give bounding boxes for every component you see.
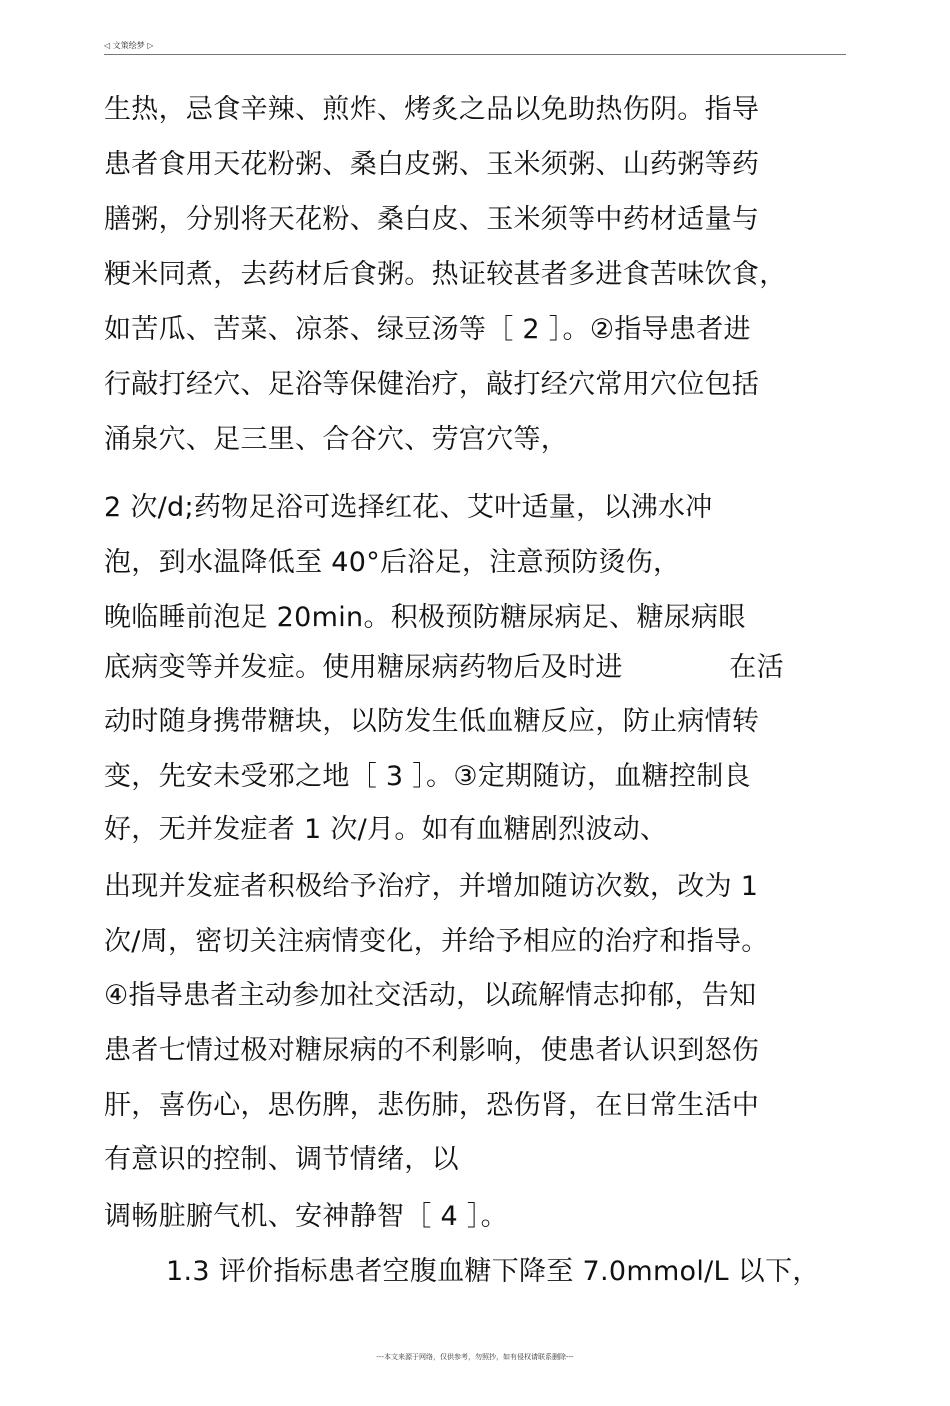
text-line: 患者食用天花粉粥、桑白皮粥、玉米须粥、山药粥等药 xyxy=(104,149,760,180)
text-line: 变，先安未受邪之地［ 3 ］。③定期随访，血糖控制良 xyxy=(104,761,751,792)
text-line: 生热，忌食辛辣、煎炸、烤炙之品以免助热伤阴。指导 xyxy=(104,94,760,125)
text-line: 肝，喜伤心，思伤脾，悲伤肺，恐伤肾，在日常生活中 xyxy=(104,1090,760,1121)
text-line: 出现并发症者积极给予治疗，并增加随访次数，改为 1 xyxy=(104,871,759,902)
text-line: 2 次/d;药物足浴可选择红花、艾叶适量，以沸水冲 xyxy=(104,492,713,523)
text-line: 行敲打经穴、足浴等保健治疗，敲打经穴常用穴位包括 xyxy=(104,369,760,400)
text-line: 如苦瓜、苦菜、凉茶、绿豆汤等［ 2 ］。②指导患者进 xyxy=(104,314,751,345)
header-text: ◁ 文策绘梦 ▷ xyxy=(104,41,154,50)
page-footer xyxy=(0,1352,950,1362)
text-line: 粳米同煮，去药材后食粥。热证较甚者多进食苦味饮食， xyxy=(104,259,787,290)
text-line: 膳粥，分别将天花粉、桑白皮、玉米须等中药材适量与 xyxy=(104,204,760,235)
text-line: 有意识的控制、调节情绪，以 xyxy=(104,1144,459,1175)
text-line: 底病变等并发症。使用糖尿病药物后及时进 在活 xyxy=(104,652,784,683)
text-line: 调畅脏腑气机、安神静智［ 4 ］。 xyxy=(104,1201,508,1232)
text-line: ④指导患者主动参加社交活动，以疏解情志抑郁，告知 xyxy=(104,980,757,1011)
text-line: 泡，到水温降低至 40°后浴足，注意预防烫伤， xyxy=(104,547,681,578)
section-heading-line: 1.3 评价指标患者空腹血糖下降至 7.0mmol/L 以下， xyxy=(166,1256,820,1287)
text-line: 晚临睡前泡足 20min。积极预防糖尿病足、糖尿病眼 xyxy=(104,602,746,633)
text-line: 患者七情过极对糖尿病的不利影响，使患者认识到怒伤 xyxy=(104,1035,760,1066)
footer-disclaimer: ---本文来源于网络，仅供参考，勿照抄，如有侵权请联系删除--- xyxy=(376,1353,574,1361)
page-header xyxy=(104,40,846,55)
text-line: 动时随身携带糖块，以防发生低血糖反应，防止病情转 xyxy=(104,706,760,737)
text-line: 好，无并发症者 1 次/月。如有血糖剧烈波动、 xyxy=(104,814,668,845)
text-line: 涌泉穴、足三里、合谷穴、劳宫穴等， xyxy=(104,424,569,455)
text-line: 次/周，密切关注病情变化，并给予相应的治疗和指导。 xyxy=(104,926,769,957)
